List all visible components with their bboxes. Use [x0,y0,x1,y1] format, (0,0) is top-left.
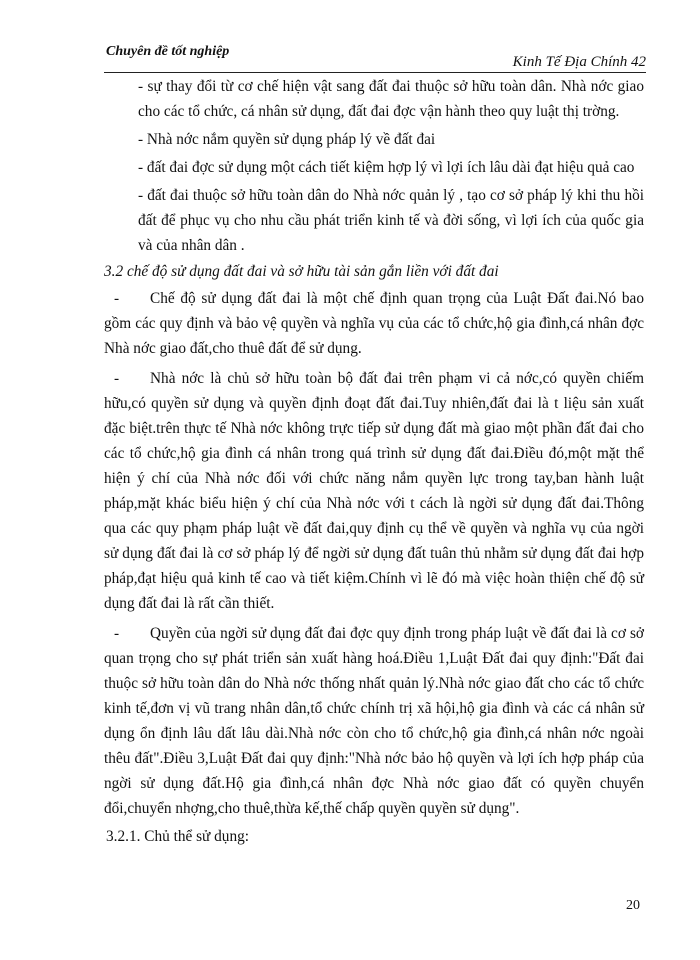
page-number: 20 [626,898,640,913]
header-rule [104,72,646,73]
paragraph [104,366,644,616]
paragraph-text: Nhà nớc là chủ sở hữu toàn bộ đất đai trên phạm vi cả nớc,có quyền chiếm hữu,có quyền sử dụng và quyền định đoạt đất đai.Tuy nhiên,đất đai là t liệu sản xuất đặc biệt.trên thực tế Nhà nớc không trực tiếp sử dụng đất mà giao một phần đất đai cho các tổ chức,hộ gia đình cá nhân trong quá trình sử dụng đất đai.Điều đó,một mặt thể hiện ý chí của Nhà nớc đối với chức năng nắm quyền lực trong tay,ban hành luật pháp,mặt khác biểu hiện ý chí của Nhà nớc với t cách là ngời sử dụng đất đai.Thông qua các quy phạm pháp luật về đất đai,quy định cụ thể về quyền và nghĩa vụ của ngời sử dụng đất đai là cơ sở pháp lý để ngời sử dụng đất tuân thủ nhằm sử dụng đất đai hợp pháp,đạt hiệu quả kinh tế cao và tiết kiệm.Chính vì lẽ đó mà việc hoàn thiện chế độ sử dụng đất đai là rất cần thiết. [104,370,644,612]
bullet-item: - Nhà nớc nắm quyền sử dụng pháp lý về đất đai [138,131,436,148]
subsection-heading: 3.2.1. Chủ thể sử dụng: [106,828,249,845]
dash-marker: - [114,290,120,307]
bullet-item: - đất đai thuộc sở hữu toàn dân do Nhà nớc quản lý , tạo cơ sở pháp lý khi thu hồi đất để phục vụ cho nhu cầu phát triển kinh tế và đời sống, vì lợi ích của quốc gia và của nhân dân . [138,187,644,254]
paragraph [104,286,644,361]
document-body [104,74,644,849]
paragraph-text: Chế độ sử dụng đất đai là một chế định quan trọng của Luật Đất đai.Nó bao gồm các quy định và bảo vệ quyền và nghĩa vụ của các tổ chức,hộ gia đình,cá nhân đợc Nhà nớc giao đất,cho thuê đất để sử dụng. [104,290,644,357]
header-left-title: Chuyên đề tốt nghiệp [106,44,230,59]
section-heading: 3.2 chế độ sử dụng đất đai và sở hữu tài sản gắn liền với đất đai [104,263,499,280]
dash-marker: - [114,625,120,642]
dash-marker: - [114,370,120,387]
bullet-item: - sự thay đổi từ cơ chế hiện vật sang đất đai thuộc sở hữu toàn dân. Nhà nớc giao cho các tổ chức, cá nhân sử dụng, đất đai đợc vận hành theo quy luật thị trờng. [138,78,644,120]
paragraph-text: Quyền của ngời sử dụng đất đai đợc quy định trong pháp luật về đất đai là cơ sở quan trọng cho sự phát triển sản xuất hàng hoá.Điều 1,Luật Đất đai quy định:"Đất đai thuộc sở hữu toàn dân do Nhà nớc thống nhất quản lý.Nhà nớc giao đất cho các tổ chức kinh tế,đơn vị vũ trang nhân dân,tổ chức chính trị xã hội,hộ gia đình và các cá nhân sử dụng ổn định lâu dất lâu dài.Nhà nớc còn cho tổ chức,hộ gia đình,cá nhân nớc ngoài thêu đất".Điều 3,Luật Đất đai quy định:"Nhà nớc bảo hộ quyền và lợi ích hợp pháp của ngời sử dụng đất.Hộ gia đình,cá nhân đợc Nhà nớc giao đất có quyền chuyển đổi,chuyển nhợng,cho thuê,thừa kế,thế chấp quyền quyền sử dụng". [104,625,644,817]
paragraph [104,621,644,821]
header-right-title: Kinh Tế Địa Chính 42 [512,54,646,70]
bullet-item: - đất đai đợc sử dụng một cách tiết kiệm hợp lý vì lợi ích lâu dài đạt hiệu quả cao [138,159,635,176]
